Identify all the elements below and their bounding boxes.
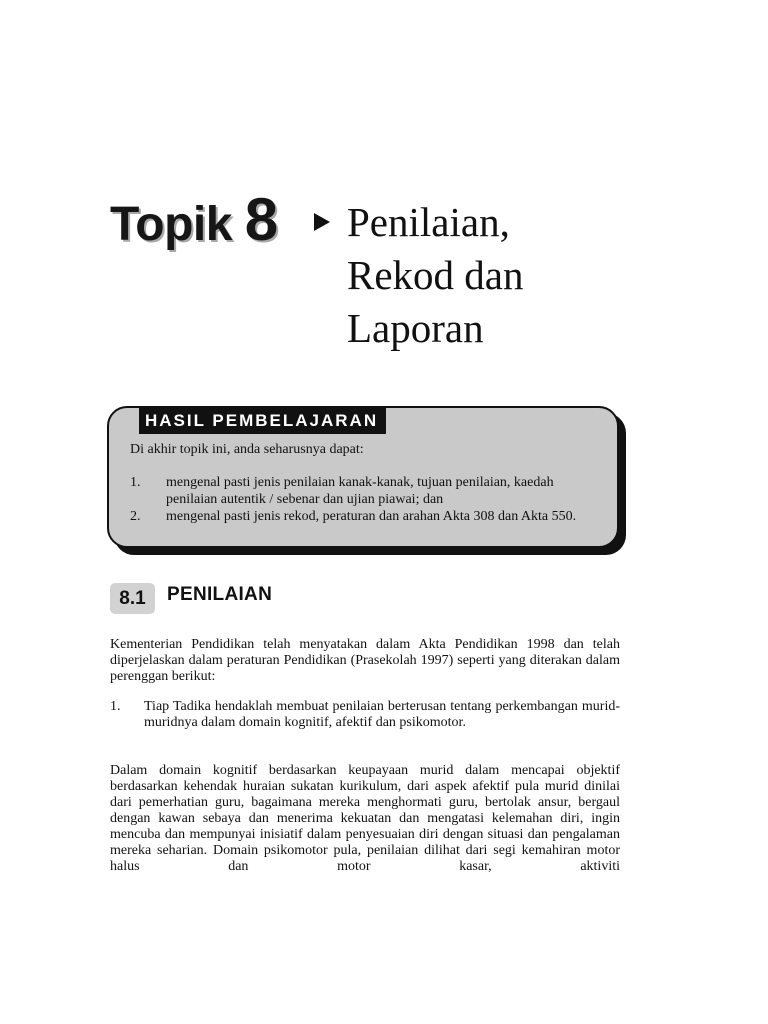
- section-title: PENILAIAN: [167, 584, 273, 605]
- body-list-text: Tiap Tadika hendaklah membuat penilaian berterusan tentang perkembangan murid-muridnya dalam domain kognitif, afektif dan psikomotor.: [144, 699, 620, 730]
- outcome-list: [130, 474, 608, 525]
- outcome-item: [130, 474, 608, 508]
- topic-title: [347, 196, 524, 355]
- topic-heading: [110, 188, 278, 257]
- title-line-3: Laporan: [347, 305, 484, 351]
- body-list: [110, 699, 620, 731]
- topic-label: Topik: [110, 198, 232, 251]
- body-paragraph: Dalam domain kognitif berdasarkan keupayaan murid dalam mencapai objektif berdasarkan kehendak huraian sukatan kurikulum, dari aspek afektif pula murid dinilai dari pemerhatian guru, bagaimana mereka menghormati guru, bertolak ansur, bergaul dengan kawan sebaya dan menerima kekuatan dan mengatasi kelemahan diri, ingin mencuba dan mempunyai inisiatif dalam penyesuaian diri dengan situasi dan pengalaman mereka seharian. Domain psikomotor pula, penilaian dilihat dari segi kemahiran motor halus dan motor kasar, aktiviti: [110, 763, 620, 874]
- outcome-intro: Di akhir topik ini, anda seharusnya dapat:: [130, 442, 364, 457]
- title-line-2: Rekod dan: [347, 252, 524, 298]
- play-arrow-icon: [314, 213, 330, 231]
- outcome-heading: HASIL PEMBELAJARAN: [145, 411, 379, 430]
- outcome-item-number: 2.: [130, 509, 141, 524]
- body-list-item: [110, 699, 620, 731]
- outcome-item: [130, 508, 608, 525]
- outcome-item-number: 1.: [130, 475, 141, 490]
- outcome-item-text: mengenal pasti jenis penilaian kanak-kanak, tujuan penilaian, kaedah penilaian autentik / sebenar dan ujian piawai; dan: [166, 475, 554, 507]
- section-number-badge: 8.1: [110, 583, 155, 614]
- title-line-1: Penilaian,: [347, 199, 510, 245]
- body-list-number: 1.: [110, 699, 121, 714]
- body-paragraph: Kementerian Pendidikan telah menyatakan dalam Akta Pendidikan 1998 dan telah diperjelaskan dalam peraturan Pendidikan (Prasekolah 1997) seperti yang diterakan dalam perenggan berikut:: [110, 637, 620, 684]
- outcome-item-text: mengenal pasti jenis rekod, peraturan dan arahan Akta 308 dan Akta 550.: [166, 509, 577, 524]
- topic-number: 8: [244, 186, 278, 253]
